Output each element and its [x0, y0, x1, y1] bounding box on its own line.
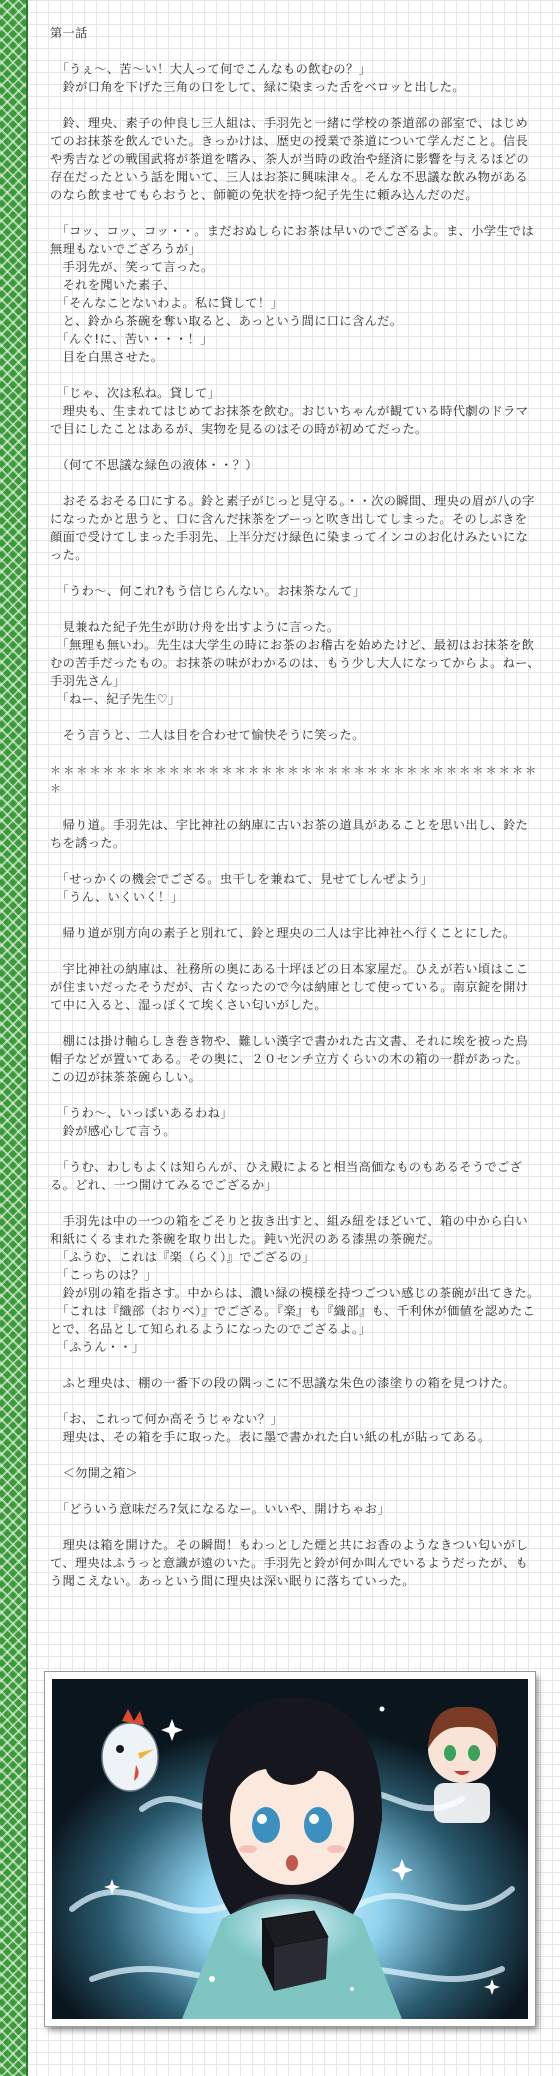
story-paragraph: 「こっちのは？」: [50, 1268, 157, 1282]
story-paragraph: 棚には掛け軸らしき巻き物や、難しい漢字で書かれた古文書、それに埃を被った烏帽子などが置いてある。その奥に、２０センチ立方くらいの木の箱の一群があった。この辺が抹茶茶碗らしい。: [50, 1034, 529, 1084]
spacer: [50, 852, 540, 870]
story-paragraph: 鈴、理央、素子の仲良し三人組は、手羽先と一緒に学校の茶道部の部室で、はじめてのお抹茶を飲んでいた。きっかけは、歴史の授業で茶道について学んだこと。信長や秀吉などの戦国武将が茶道を嗜み、茶人が当時の政治や経済に影響を与えるほどの存在だったという話を聞いて、三人はお茶に興味津々。そんな不思議な飲み物があるのなら飲ませてもらおうと、師範の免状を持つ紀子先生に頼み込んだのだ。: [50, 116, 530, 202]
spacer: [50, 798, 540, 816]
story-paragraph: 「うわ〜、いっぱいあるわね」: [50, 1106, 233, 1120]
girl-motoko: [428, 1707, 498, 1823]
story-paragraph: 「うぇ〜、苦〜い！大人って何でこんなもの飲むの？」: [50, 62, 372, 76]
story-paragraph: 「そんなことないわよ。私に貸して！」: [50, 296, 284, 310]
story-paragraph: 宇比神社の納庫は、社務所の奥にある十坪ほどの日本家屋だ。ひえが若い頃はここが住まいだったそうだが、古くなったので今は納庫として使っている。南京錠を開けて中に入ると、湿っぽくて埃くさい匂いがした。: [50, 962, 529, 1012]
story-paragraph: おそるおそる口にする。鈴と素子がじっと見守る。・・次の瞬間、理央の眉が八の字になったかと思うと、口に含んだ抹茶をブーっと吹き出してしまった。そのしぶきを顔面で受けてしまった手羽先、上半分だけ緑色に染まってインコのお化けみたいになった。: [50, 494, 535, 562]
story-paragraph: 理央は、その箱を手に取った。表に墨で書かれた白い紙の札が貼ってある。: [50, 1430, 491, 1444]
spacer: [50, 906, 540, 924]
story-paragraph: 鈴が別の箱を指さす。中からは、濃い緑の模様を持つごつい感じの茶碗が出てきた。: [50, 1286, 540, 1300]
story-paragraph: それを聞いた素子、: [50, 278, 176, 292]
story-paragraph: 「これは『織部（おりべ）』でござる。『楽』も『織部』も、千利休が価値を認めたことで、名品として知られるようになったのでござるよ。」: [50, 1304, 536, 1336]
story-paragraph: （何て不思議な緑色の液体・・？）: [50, 458, 258, 472]
story-paragraph: 「うわ〜、何これ?もう信じらんない。お抹茶なんて」: [50, 584, 366, 598]
story-paragraph: 理央は箱を開けた。その瞬間！もわっとした煙と共にお香のようなきつい匂いがして、理央はふうっと意識が遠のいた。手羽先と鈴が何か叫んでいるようだったが、もう聞こえない。あっという間に理央は深い眠りに落ちていった。: [50, 1538, 529, 1588]
spacer: [50, 1014, 540, 1032]
spacer: [50, 1392, 540, 1410]
story-paragraph: そう言うと、二人は目を合わせて愉快そうに笑った。: [50, 728, 365, 742]
story-paragraph: 「うん、いくいく！」: [50, 890, 184, 904]
story-paragraph: 「ふうむ、これは『楽（らく）』でござるの」: [50, 1250, 315, 1264]
story-paragraph: 「ねー、紀子先生♡」: [50, 692, 181, 706]
story-paragraph: 「せっかくの機会でござる。虫干しを兼ねて、見せてしんぜよう」: [50, 872, 434, 886]
spacer: [50, 438, 540, 456]
story-paragraph: 鈴が口角を下げた三角の口をして、緑に染まった舌をベロッと出した。: [50, 80, 465, 94]
spacer: [50, 744, 540, 762]
spacer: [50, 474, 540, 492]
spacer: [50, 96, 540, 114]
spacer: [50, 942, 540, 960]
story-paragraph: 「んぐ!に、苦い・・・！」: [50, 332, 213, 346]
story-paragraph: 理央も、生まれてはじめてお抹茶を飲む。おじいちゃんが観ている時代劇のドラマで目にしたことはあるが、実物を見るのはその時が初めてだった。: [50, 404, 529, 436]
story-paragraph: 手羽先が、笑って言った。: [50, 260, 214, 274]
story-paragraph: 「じゃ、次は私ね。貸して」: [50, 386, 221, 400]
story-paragraph: ふと理央は、棚の一番下の段の隅っこに不思議な朱色の漆塗りの箱を見つけた。: [50, 1376, 516, 1390]
spacer: [50, 1446, 540, 1464]
story-paragraph: 見兼ねた紀子先生が助け舟を出すように言った。: [50, 620, 340, 634]
story-paragraph: 鈴が感心して言う。: [50, 1124, 176, 1138]
story-paragraph: 「どういう意味だろ?気になるなー。いいや、開けちゃお」: [50, 1502, 390, 1516]
story-paragraph: 手羽先は中の一つの箱をごそりと抜き出すと、組み紐をほどいて、箱の中から白い和紙にくるまれた茶碗を取り出した。鈍い光沢のある漆黒の茶碗だ。: [50, 1214, 529, 1246]
section-divider: ＊＊＊＊＊＊＊＊＊＊＊＊＊＊＊＊＊＊＊＊＊＊＊＊＊＊＊＊＊＊＊＊＊＊＊＊＊＊: [50, 764, 539, 795]
illustration-svg: [52, 1679, 528, 2019]
spacer: [50, 366, 540, 384]
story-paragraph: と、鈴から茶碗を奪い取ると、あっという間に口に含んだ。: [50, 314, 403, 328]
chapter-title: 第一話: [50, 26, 88, 40]
story-paragraph: 帰り道が別方向の素子と別れて、鈴と理央の二人は宇比神社へ行くことにした。: [50, 926, 516, 940]
spacer: [50, 1086, 540, 1104]
decorative-plaid-border: [0, 0, 28, 2076]
story-paragraph: 帰り道。手羽先は、宇比神社の納庫に古いお茶の道具があることを思い出し、鈴たちを誘った。: [50, 818, 529, 850]
story-paragraph: 「コッ、コッ、コッ・・。まだおぬしらにお茶は早いのでござるよ。ま、小学生では無理もないでござろうが」: [50, 224, 535, 256]
story-paragraph: 「無理も無いわ。先生は大学生の時にお茶のお稽古を始めたけど、最初はお抹茶を飲むの苦手だったもの。お抹茶の味がわかるのは、もう少し大人になってからよ。ねー、手羽先さん」: [50, 638, 540, 688]
spacer: [50, 1194, 540, 1212]
story-paragraph: 「ふうん・・」: [50, 1340, 145, 1354]
story-paragraph: 目を白黒させた。: [50, 350, 164, 364]
spacer: [50, 204, 540, 222]
spacer: [50, 1140, 540, 1158]
story-paragraph: 「うむ、わしもよくは知らんが、ひえ殿によると相当高価なものもあるそうでござる。どれ、一つ開けてみるでござるか」: [50, 1160, 523, 1192]
spacer: [50, 1482, 540, 1500]
story-paragraphs: [50, 60, 540, 1590]
story-paragraph: ＜勿開之箱＞: [50, 1466, 139, 1480]
spacer: [50, 708, 540, 726]
spacer: [50, 564, 540, 582]
spacer: [50, 1518, 540, 1536]
spacer: [50, 600, 540, 618]
story-illustration: [45, 1672, 535, 2026]
spacer: [50, 42, 540, 60]
spacer: [50, 1356, 540, 1374]
story-paragraph: 「お、これって何か高そうじゃない？」: [50, 1412, 284, 1426]
story-text: [50, 24, 540, 1590]
